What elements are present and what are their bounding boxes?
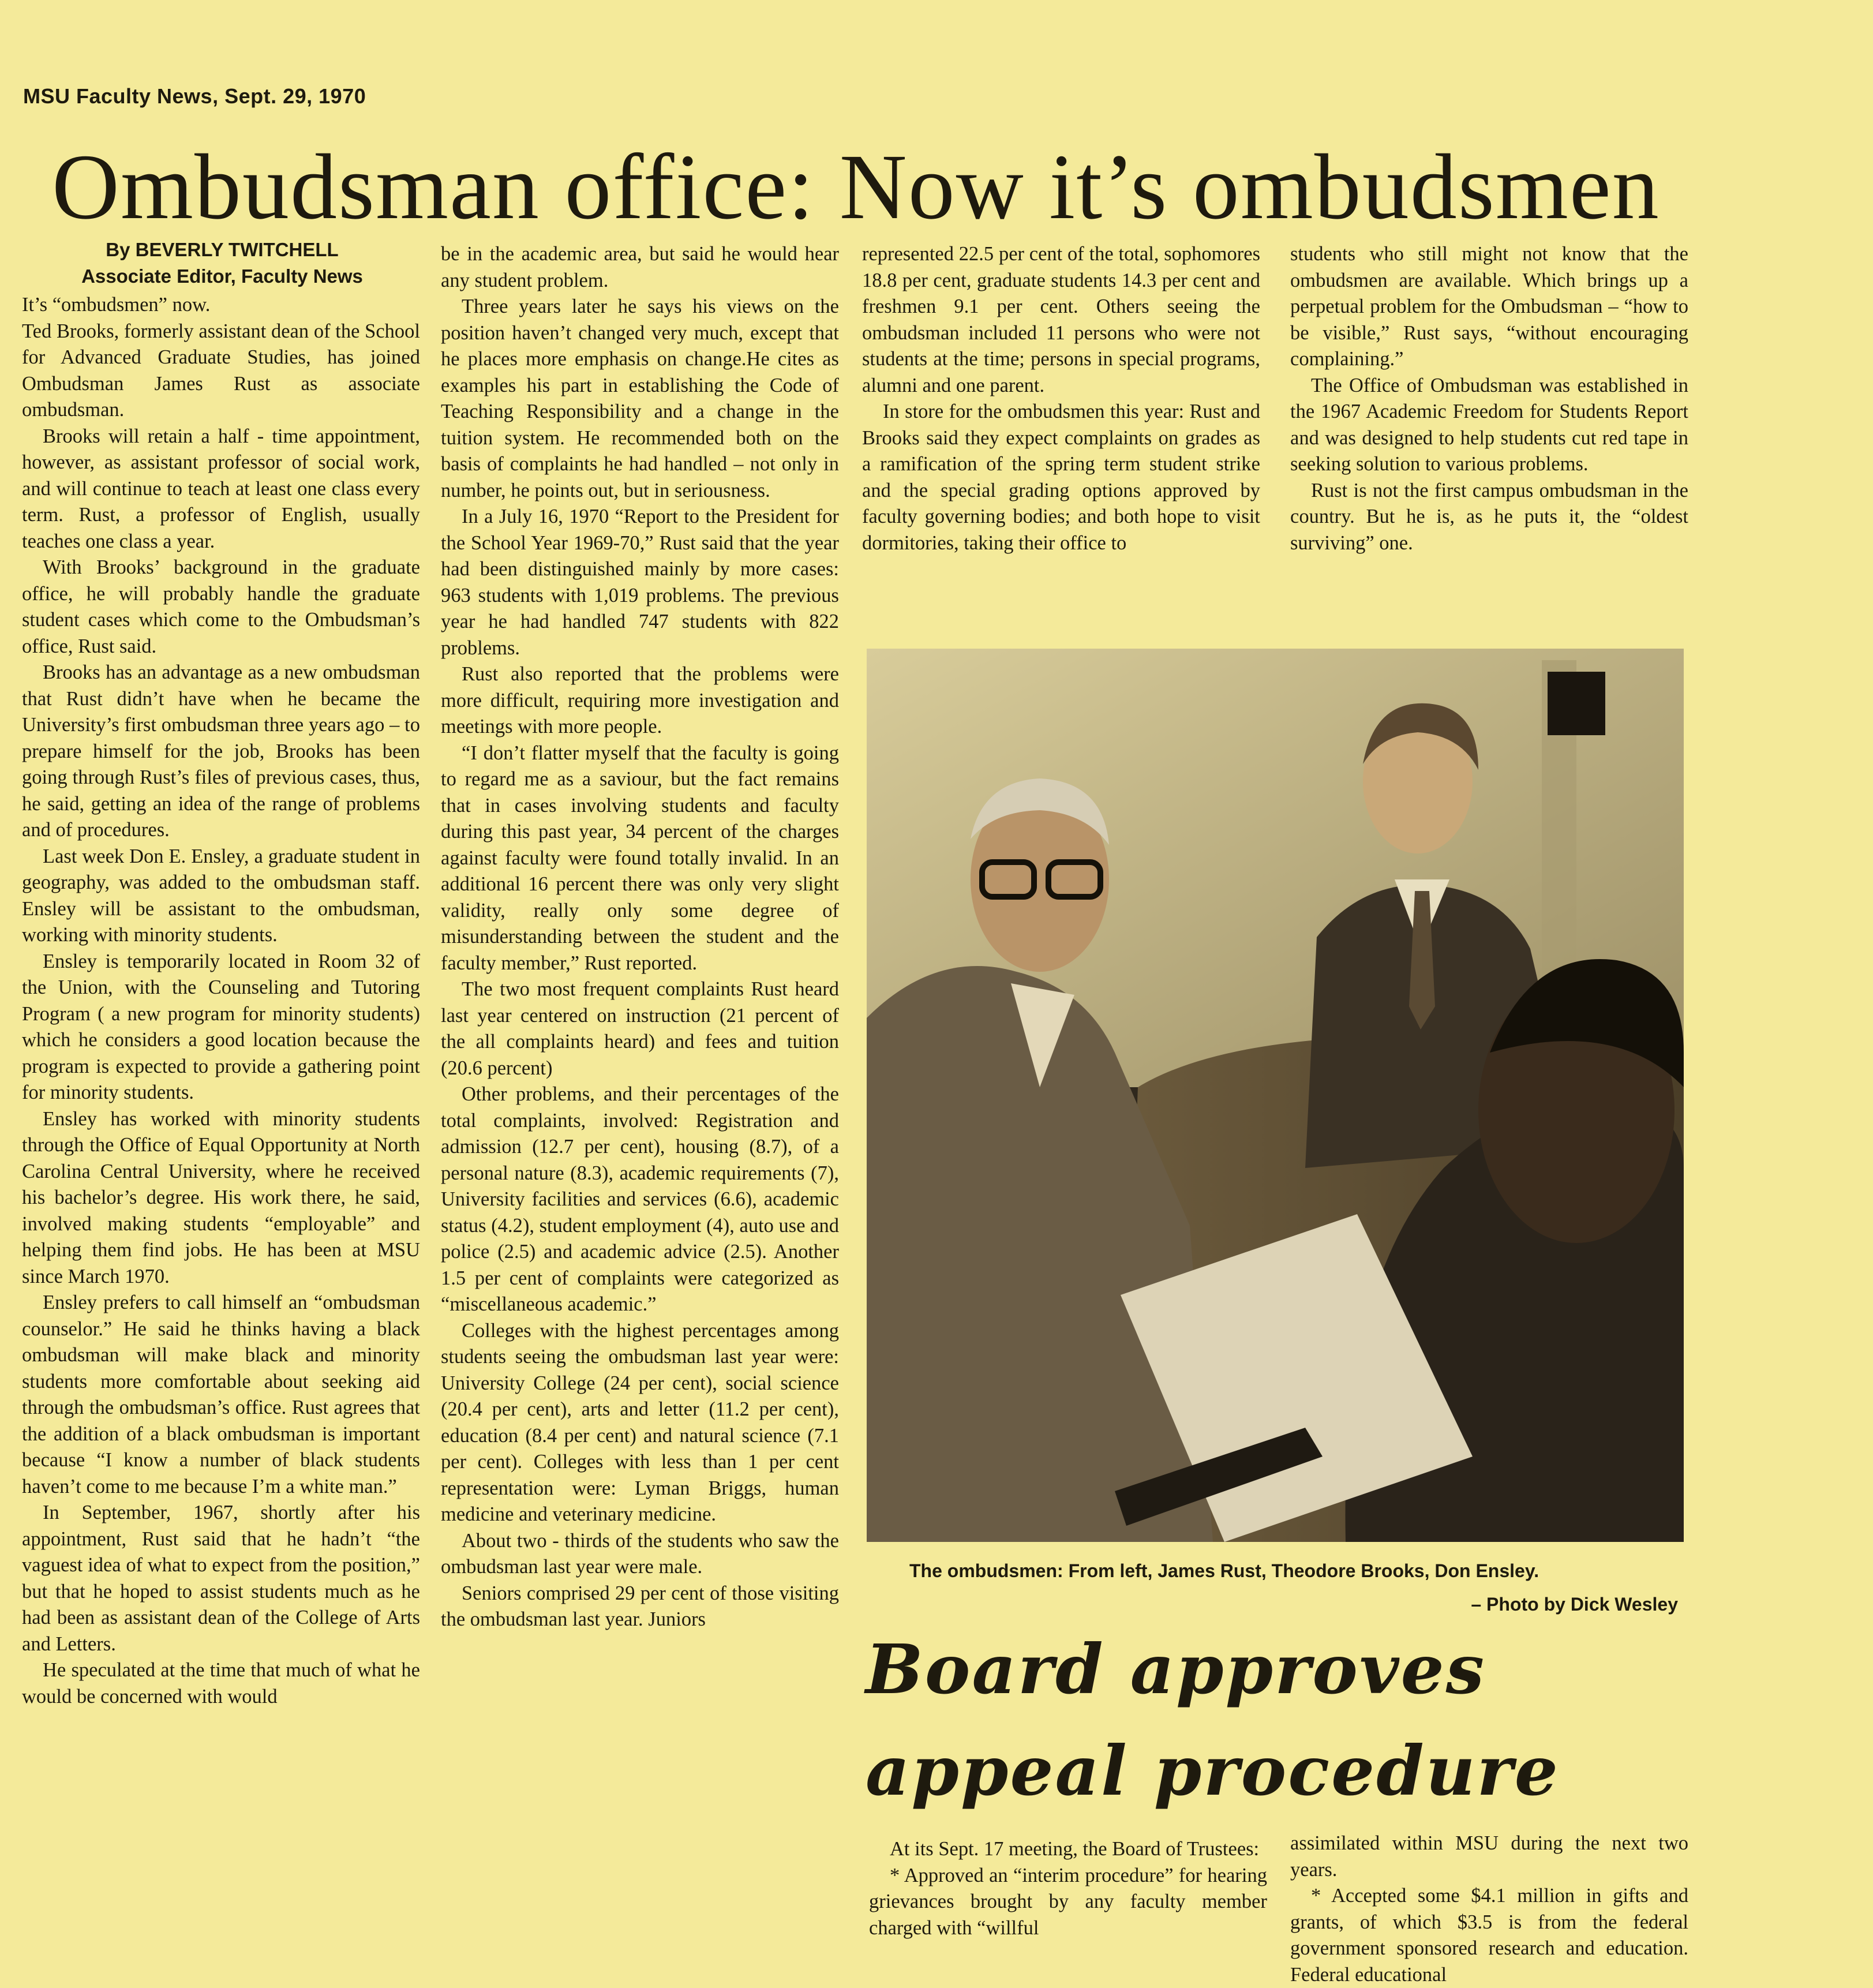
- article-column-3: [862, 241, 1260, 556]
- paragraph: be in the academic area, but said he would hear any student problem.: [441, 243, 839, 291]
- paragraph: Rust is not the first campus ombudsman in the country. But he is, as he puts it, the “oldest surviving” one.: [1290, 479, 1688, 554]
- paragraph: Seniors comprised 29 per cent of those visiting the ombudsman last year. Juniors: [441, 1582, 839, 1630]
- byline: [23, 237, 421, 290]
- paragraph: With Brooks’ background in the graduate office, he will probably handle the graduate student cases which come to the Ombudsman’s office, Rust said.: [22, 556, 420, 657]
- paragraph: assimilated within MSU during the next two years.: [1290, 1832, 1688, 1881]
- paragraph: Other problems, and their percentages of the total complaints, involved: Registration and admission (12.7 per cent), housing (8.7), of a personal nature (8.3), academic requirements (7), University facilities and services (6.6), academic status (4.2), student employment (4), auto use and police (2.5) and academic advice (2.5). Another 1.5 per cent of complaints were categorized as “miscellaneous academic.”: [441, 1083, 839, 1315]
- paragraph: students who still might not know that the ombudsmen are available. Which brings up a perpetual problem for the Ombudsman – “how to be visible,” Rust says, “without encouraging complaining.”: [1290, 243, 1688, 370]
- second-headline-line-2: appeal procedure: [866, 1731, 1560, 1811]
- photo-credit: – Photo by Dick Wesley: [1471, 1594, 1678, 1615]
- dark-frame: [1548, 672, 1605, 735]
- paragraph: Colleges with the highest percentages among students seeing the ombudsman last year were: University College (24 per cent), social science (20.4 per cent), arts and letter (11.2 per cent), education (8.4 per cent) and natural science (7.1 per cent). Colleges with less than 1 per cent representation were: Lyman Briggs, human medicine and veterinary medicine.: [441, 1319, 839, 1525]
- article-column-2: [441, 241, 839, 1633]
- paragraph: Ensley has worked with minority students through the Office of Equal Opportunity at North Carolina Central University, where he received his bachelor’s degree. His work there, he said, involved making students “employable” and helping them find jobs. He has been at MSU since March 1970.: [22, 1107, 420, 1287]
- paragraph: At its Sept. 17 meeting, the Board of Trustees:: [890, 1838, 1260, 1860]
- paragraph: “I don’t flatter myself that the faculty is going to regard me as a saviour, but the fact remains that in cases involving students and faculty during this past year, 34 percent of the charges against faculty were found totally invalid. In an additional 16 percent there was only very slight validity, really only some degree of misunderstanding between the student and the faculty member,” Rust reported.: [441, 742, 839, 974]
- paragraph: It’s “ombudsmen” now.: [22, 294, 211, 316]
- article-column-4: [1290, 241, 1688, 556]
- paragraph: Brooks has an advantage as a new ombudsman that Rust didn’t have when he became the University’s first ombudsman three years ago – to prepare himself for the job, Brooks has been going through Rust’s files of previous cases, thus, he said, getting an idea of the range of problems and of procedures.: [22, 661, 420, 841]
- paragraph: * Accepted some $4.1 million in gifts and grants, of which $3.5 is from the federal government sponsored research and education. Federal educational: [1290, 1885, 1688, 1986]
- ombudsmen-photo: [867, 649, 1684, 1542]
- second-headline: [866, 1619, 1691, 1822]
- photo-caption: The ombudsmen: From left, James Rust, Theodore Brooks, Don Ensley.: [909, 1560, 1539, 1581]
- paragraph: In store for the ombudsmen this year: Rust and Brooks said they expect complaints on grades as a ramification of the spring term student strike and the special grading options approved by faculty governing bodies; and both hope to visit dormitories, taking their office to: [862, 400, 1260, 554]
- second-article-column-2: [1290, 1830, 1688, 1988]
- paragraph: About two - thirds of the students who saw the ombudsman last year were male.: [441, 1529, 839, 1578]
- byline-author: By BEVERLY TWITCHELL: [106, 239, 339, 260]
- paragraph: Three years later he says his views on the position haven’t changed very much, except that he places more emphasis on change.He cites as examples his part in establishing the Code of Teaching Responsibility and a change in the tuition system. He recommended both on the basis of complaints he had handled – not only in number, he points out, but in seriousness.: [441, 295, 839, 501]
- paragraph: Ensley is temporarily located in Room 32 of the Union, with the Counseling and Tutoring Program ( a new program for minority students) which he considers a good location because the program is expected to provide a gathering point for minority students.: [22, 950, 420, 1103]
- second-headline-line-1: Board approves: [866, 1629, 1486, 1709]
- paragraph: Brooks will retain a half - time appointment, however, as assistant professor of social work, and will continue to teach at least one class every term. Rust, a professor of English, usually teaches one class a year.: [22, 425, 420, 552]
- article-column-1: [22, 292, 420, 1710]
- photo-illustration: [867, 649, 1684, 1542]
- paragraph: Rust also reported that the problems were more difficult, requiring more investigation and meetings with more people.: [441, 663, 839, 737]
- paragraph: In a July 16, 1970 “Report to the President for the School Year 1969-70,” Rust said that the year had been distinguished mainly by more cases: 963 students with 1,019 problems. The previous year he had handled 747 students with 822 problems.: [441, 506, 839, 659]
- paragraph: * Approved an “interim procedure” for hearing grievances brought by any faculty member charged with “willful: [869, 1864, 1267, 1939]
- byline-title: Associate Editor, Faculty News: [81, 265, 363, 287]
- paragraph: He speculated at the time that much of what he would be concerned with would: [22, 1659, 420, 1708]
- paragraph: represented 22.5 per cent of the total, sophomores 18.8 per cent, graduate students 14.3 per cent and freshmen 9.1 per cent. Others seeing the ombudsman included 11 persons who were not students at the time; persons in special programs, alumni and one parent.: [862, 243, 1260, 396]
- paragraph: The two most frequent complaints Rust heard last year centered on instruction (21 percent of the all complaints heard) and fees and tuition (20.6 percent): [441, 978, 839, 1079]
- paragraph: Ensley prefers to call himself an “ombudsman counselor.” He said he thinks having a black ombudsman will make black and minority students more comfortable about seeking aid through the ombudsman’s office. Rust agrees that the addition of a black ombudsman is important because “I know a number of black students haven’t come to me because I’m a white man.”: [22, 1291, 420, 1497]
- paragraph: In September, 1967, shortly after his appointment, Rust said that he hadn’t “the vaguest idea of what to expect from the position,” but that he hoped to assist students much as he had been as assistant dean of the College of Arts and Letters.: [22, 1502, 420, 1655]
- paragraph: Ted Brooks, formerly assistant dean of the School for Advanced Graduate Studies, has joined Ombudsman James Rust as associate ombudsman.: [22, 320, 420, 421]
- paragraph: The Office of Ombudsman was established in the 1967 Academic Freedom for Students Report and was designed to help students cut red tape in seeking solution to various problems.: [1290, 374, 1688, 475]
- dateline: MSU Faculty News, Sept. 29, 1970: [23, 84, 366, 108]
- second-article-column-1: [869, 1836, 1267, 1941]
- paragraph: Last week Don E. Ensley, a graduate student in geography, was added to the ombudsman staff. Ensley will be assistant to the ombudsman, working with minority students.: [22, 845, 420, 946]
- main-headline: Ombudsman office: Now it’s ombudsmen: [52, 136, 1660, 239]
